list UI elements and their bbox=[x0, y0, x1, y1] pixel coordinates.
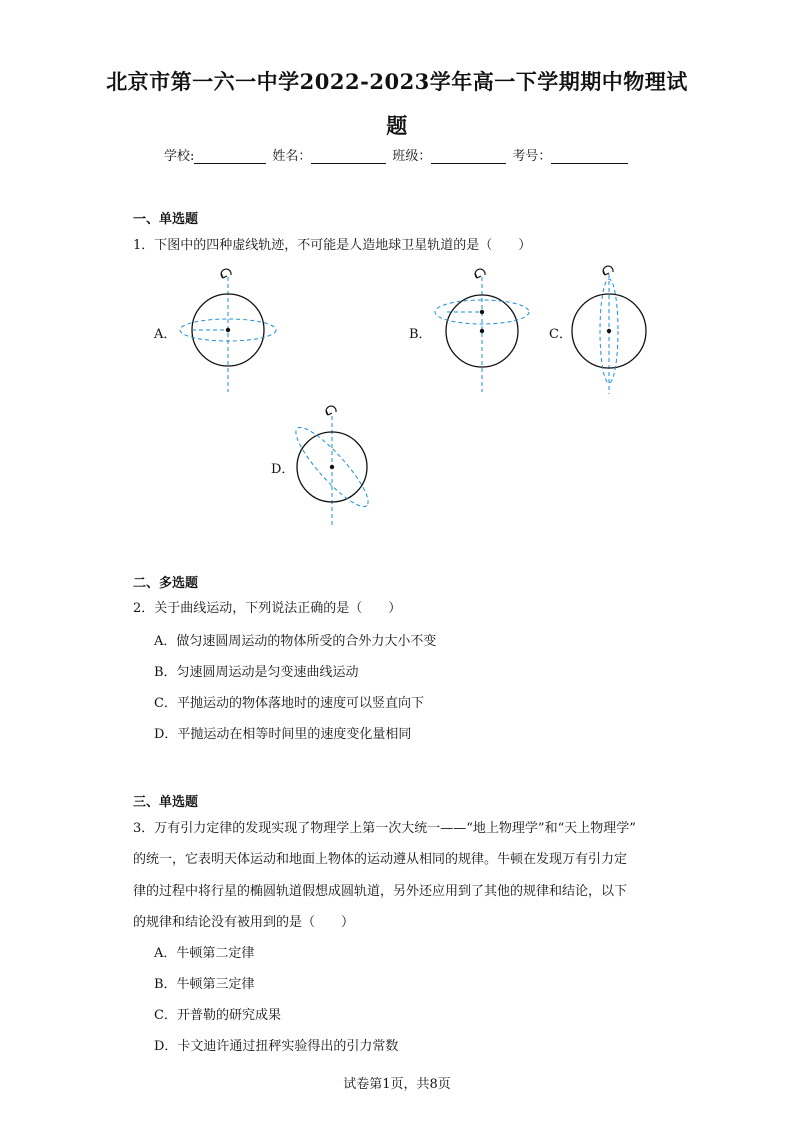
rotation-arrow-icon bbox=[326, 406, 336, 415]
rotation-arrow-icon bbox=[221, 269, 231, 278]
class-label: 班级： bbox=[392, 149, 432, 164]
question-3-stem-line-1: 3．万有引力定律的发现实现了物理学上第一次大统一——“地上物理学”和“天上物理学” bbox=[133, 821, 636, 836]
name-label: 姓名： bbox=[272, 149, 312, 164]
question-3-stem-line-2: 的统一，它表明天体运动和地面上物体的运动遵从相同的规律。牛顿在发现万有引力定 bbox=[133, 852, 628, 867]
name-blank[interactable] bbox=[311, 149, 386, 164]
orbit-figure-c bbox=[565, 262, 685, 397]
figure-a-label: A． bbox=[154, 327, 177, 342]
question-3-option-a[interactable]: A．牛顿第二定律 bbox=[154, 946, 255, 961]
page-title: 北京市第一六一中学2022-2023学年高一下学期期中物理试 bbox=[106, 69, 688, 94]
school-blank[interactable] bbox=[194, 149, 266, 164]
orbit-figure-a bbox=[170, 265, 290, 395]
student-info-row bbox=[164, 145, 634, 164]
page-title-continued: 题 bbox=[386, 113, 408, 138]
figure-d-label: D． bbox=[271, 462, 295, 477]
question-2-option-b[interactable]: B．匀速圆周运动是匀变速曲线运动 bbox=[154, 665, 359, 680]
figure-c-label: C． bbox=[549, 327, 572, 342]
class-blank[interactable] bbox=[431, 149, 506, 164]
rotation-arrow-icon bbox=[603, 266, 613, 275]
section-heading-single-choice-2: 三、单选题 bbox=[133, 795, 199, 810]
section-heading-single-choice: 一、单选题 bbox=[133, 212, 199, 227]
question-3-stem-line-3: 律的过程中将行星的椭圆轨道假想成圆轨道，另外还应用到了其他的规律和结论，以下 bbox=[133, 884, 628, 899]
section-heading-multi-choice: 二、多选题 bbox=[133, 576, 199, 591]
exam-no-label: 考号： bbox=[512, 149, 552, 164]
school-label: 学校: bbox=[164, 149, 195, 164]
orbit-figure-d bbox=[287, 402, 397, 532]
question-2-option-a[interactable]: A．做匀速圆周运动的物体所受的合外力大小不变 bbox=[154, 634, 437, 649]
question-3-option-d[interactable]: D．卡文迪许通过扭秤实验得出的引力常数 bbox=[154, 1039, 399, 1054]
exam-no-blank[interactable] bbox=[551, 149, 628, 164]
earth-center-dot bbox=[480, 329, 484, 333]
earth-center-dot bbox=[607, 329, 611, 333]
page-footer: 试卷第1页，共8页 bbox=[343, 1077, 451, 1092]
question-2-stem: 2．关于曲线运动，下列说法正确的是（ ） bbox=[133, 601, 402, 616]
question-3-option-b[interactable]: B．牛顿第三定律 bbox=[154, 977, 255, 992]
orbit-center-dot bbox=[480, 310, 484, 314]
question-3-stem-line-4: 的规律和结论没有被用到的是（ ） bbox=[133, 915, 355, 930]
figure-b-label: B． bbox=[409, 327, 432, 342]
question-3-option-c[interactable]: C．开普勒的研究成果 bbox=[154, 1008, 281, 1023]
rotation-arrow-icon bbox=[475, 269, 485, 278]
orbit-figure-b bbox=[425, 265, 545, 395]
earth-center-dot bbox=[330, 465, 334, 469]
earth-center-dot bbox=[226, 328, 230, 332]
question-2-option-c[interactable]: C．平抛运动的物体落地时的速度可以竖直向下 bbox=[154, 696, 424, 711]
question-1-stem: 1．下图中的四种虚线轨迹，不可能是人造地球卫星轨道的是（ ） bbox=[133, 238, 532, 253]
question-2-option-d[interactable]: D．平抛运动在相等时间里的速度变化量相同 bbox=[154, 727, 412, 742]
